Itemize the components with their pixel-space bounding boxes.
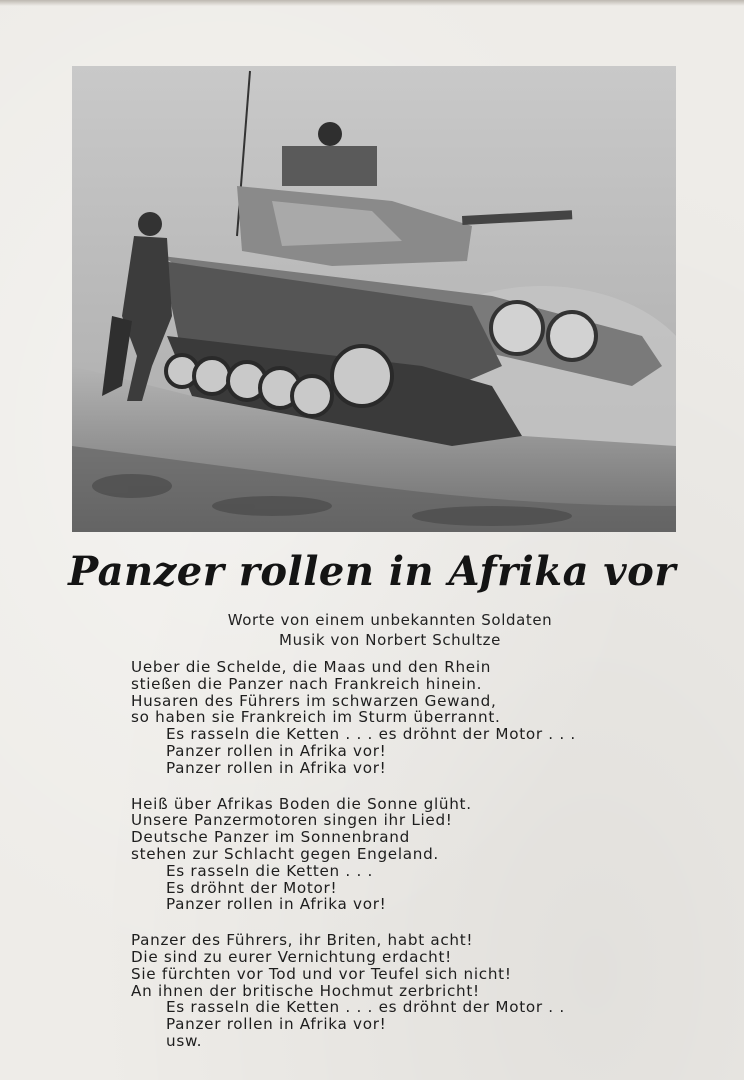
lyric-line: Panzer rollen in Afrika vor! <box>166 895 387 914</box>
lyric-line: Es rasseln die Ketten . . . es dröhnt der Motor . . <box>166 998 565 1017</box>
stanza <box>131 659 691 777</box>
stanza <box>131 796 691 914</box>
lyrics <box>131 659 691 1069</box>
paper-edge <box>0 0 744 6</box>
lyric-line: so haben sie Frankreich im Sturm überrannt. <box>131 708 501 727</box>
lyric-line: Die sind zu eurer Vernichtung erdacht! <box>131 947 452 966</box>
lyric-line: usw. <box>166 1031 203 1050</box>
lyric-line: stießen die Panzer nach Frankreich hinein. <box>131 674 483 693</box>
lyric-line: Panzer rollen in Afrika vor! <box>166 741 387 760</box>
lyric-line: Husaren des Führers im schwarzen Gewand, <box>131 691 497 710</box>
lyric-line: Es dröhnt der Motor! <box>166 878 338 897</box>
lyric-line: An ihnen der britische Hochmut zerbricht! <box>131 981 480 1000</box>
lyric-line: Es rasseln die Ketten . . . <box>166 861 374 880</box>
song-title: Panzer rollen in Afrika vor <box>68 548 676 595</box>
lyric-line: Ueber die Schelde, die Maas und den Rhein <box>131 658 492 676</box>
tank-photograph <box>72 66 676 532</box>
lyric-line: Panzer rollen in Afrika vor! <box>166 758 387 777</box>
lyric-line: Heiß über Afrikas Boden die Sonne glüht. <box>131 794 472 813</box>
composer-credit: Musik von Norbert Schultze <box>279 631 501 649</box>
lyric-line: Deutsche Panzer im Sonnenbrand <box>131 828 410 847</box>
lyricist-credit: Worte von einem unbekannten Soldaten <box>227 611 553 629</box>
lyric-line: Panzer rollen in Afrika vor! <box>166 1015 387 1034</box>
lyric-line: Panzer des Führers, ihr Briten, habt acht! <box>131 931 474 950</box>
stanza <box>131 932 691 1050</box>
lyric-line: stehen zur Schlacht gegen Engeland. <box>131 844 439 863</box>
credits <box>0 610 744 650</box>
lyric-line: Unsere Panzermotoren singen ihr Lied! <box>131 811 453 830</box>
lyric-line: Es rasseln die Ketten . . . es dröhnt der Motor . . . <box>166 725 576 744</box>
lyric-line: Sie fürchten vor Tod und vor Teufel sich nicht! <box>131 964 512 983</box>
